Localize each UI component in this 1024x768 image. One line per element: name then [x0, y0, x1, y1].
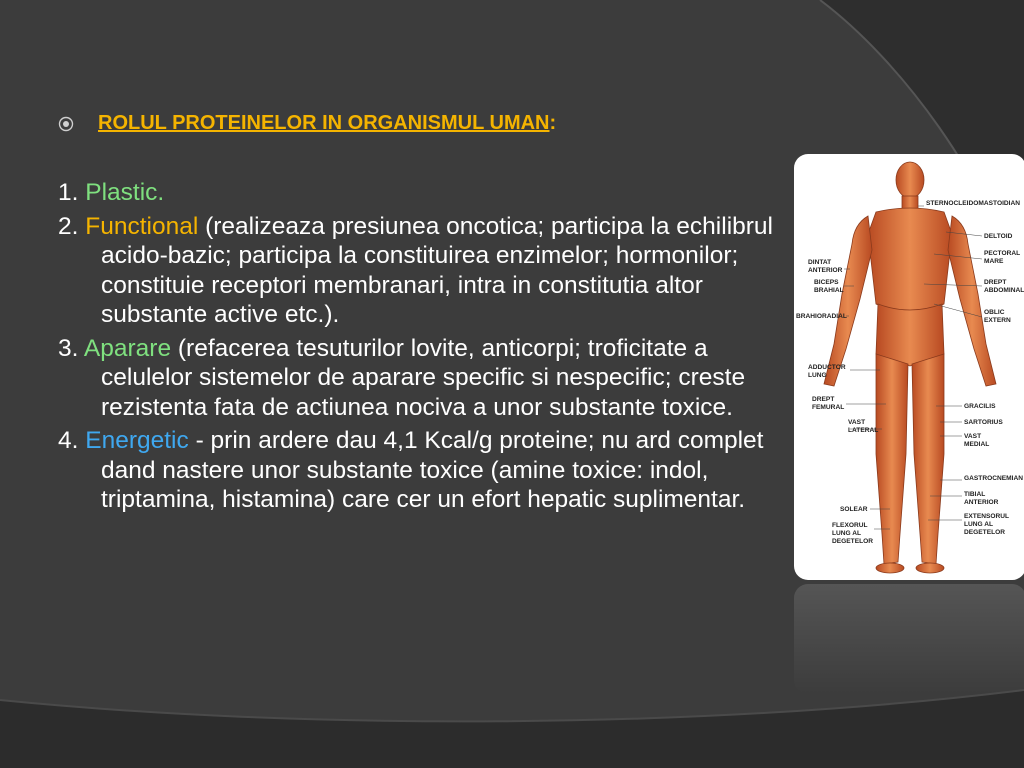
- list-item: [58, 212, 783, 330]
- item-number: 3.: [58, 334, 79, 362]
- figure-reflection: [794, 584, 1024, 694]
- label-right: SARTORIUS: [964, 419, 1003, 426]
- list-item: [58, 334, 783, 423]
- label-left: VAST: [848, 419, 866, 426]
- label-right: STERNOCLEIDOMASTOIDIAN: [926, 200, 1021, 207]
- item-text: (refacerea tesuturilor lovite, anticorpi; troficitate a celulelor sistemelor de aparare specific si nespecific; creste rezistenta fata de actiunea nociva a unor substante toxice.: [101, 334, 746, 421]
- label-left: DINTAT: [808, 259, 832, 266]
- muscle-figure-card: [794, 154, 1024, 580]
- label-right: GASTROCNEMIAN: [964, 475, 1023, 482]
- label-right: EXTENSORUL: [964, 513, 1010, 520]
- label-right: EXTERN: [984, 317, 1011, 324]
- label-left: FLEXORUL: [832, 522, 868, 529]
- muscle-anatomy-illustration: [794, 154, 1024, 580]
- item-term: Plastic.: [85, 179, 165, 206]
- list-item: [58, 178, 783, 208]
- label-right: ANTERIOR: [964, 499, 999, 506]
- target-bullet-icon: [58, 116, 74, 132]
- label-right: OBLIC: [984, 309, 1005, 316]
- label-right: DREPT: [984, 279, 1007, 286]
- label-left: BRAHIAL: [814, 287, 844, 294]
- item-number: 4.: [58, 427, 79, 454]
- label-right: DEGETELOR: [964, 529, 1006, 536]
- label-left: LATERAL: [848, 427, 879, 434]
- heading-row: [58, 112, 556, 135]
- label-left: SOLEAR: [840, 506, 868, 513]
- label-right: GRACILIS: [964, 403, 996, 410]
- label-right: MEDIAL: [964, 441, 990, 448]
- label-left: ADDUCTOR: [808, 364, 846, 371]
- label-left: DREPT: [812, 396, 835, 403]
- label-right: LUNG AL: [964, 521, 994, 528]
- label-left: LUNG AL: [832, 530, 862, 537]
- role-list: [58, 178, 783, 519]
- item-term: Functional: [85, 212, 199, 240]
- item-number: 2.: [58, 212, 79, 240]
- label-left: ANTERIOR: [808, 267, 843, 274]
- slide-title: ROLUL PROTEINELOR IN ORGANISMUL UMAN: [98, 112, 550, 134]
- label-right: ABDOMINAL: [984, 287, 1024, 294]
- label-right: VAST: [964, 433, 982, 440]
- label-left: BRAHIORADIAL: [796, 313, 847, 320]
- label-left: LUNG: [808, 372, 827, 379]
- label-right: TIBIAL: [964, 491, 986, 498]
- label-left: DEGETELOR: [832, 538, 874, 545]
- label-right: DELTOID: [984, 233, 1013, 240]
- item-term: Aparare: [83, 334, 172, 362]
- item-text: (realizeaza presiunea oncotica; participa la echilibrul acido-bazic; participa la constituirea enzimelor; hormonilor; constituie receptori membranari, intra in constitutia altor substante active etc.).: [101, 212, 773, 328]
- label-right: MARE: [984, 258, 1004, 265]
- item-number: 1.: [58, 179, 79, 206]
- label-right: PECTORAL: [984, 250, 1021, 257]
- list-item: [58, 426, 783, 515]
- item-text: - prin ardere dau 4,1 Kcal/g proteine; nu ard complet dand nastere unor substante toxice (amine toxice: indol, triptamina, histamina) care cer un efort hepatic suplimentar.: [101, 427, 764, 513]
- item-term: Energetic: [85, 427, 189, 454]
- label-left: BICEPS: [814, 279, 839, 286]
- slide-title-colon: :: [549, 112, 557, 134]
- label-left: FEMURAL: [812, 404, 845, 411]
